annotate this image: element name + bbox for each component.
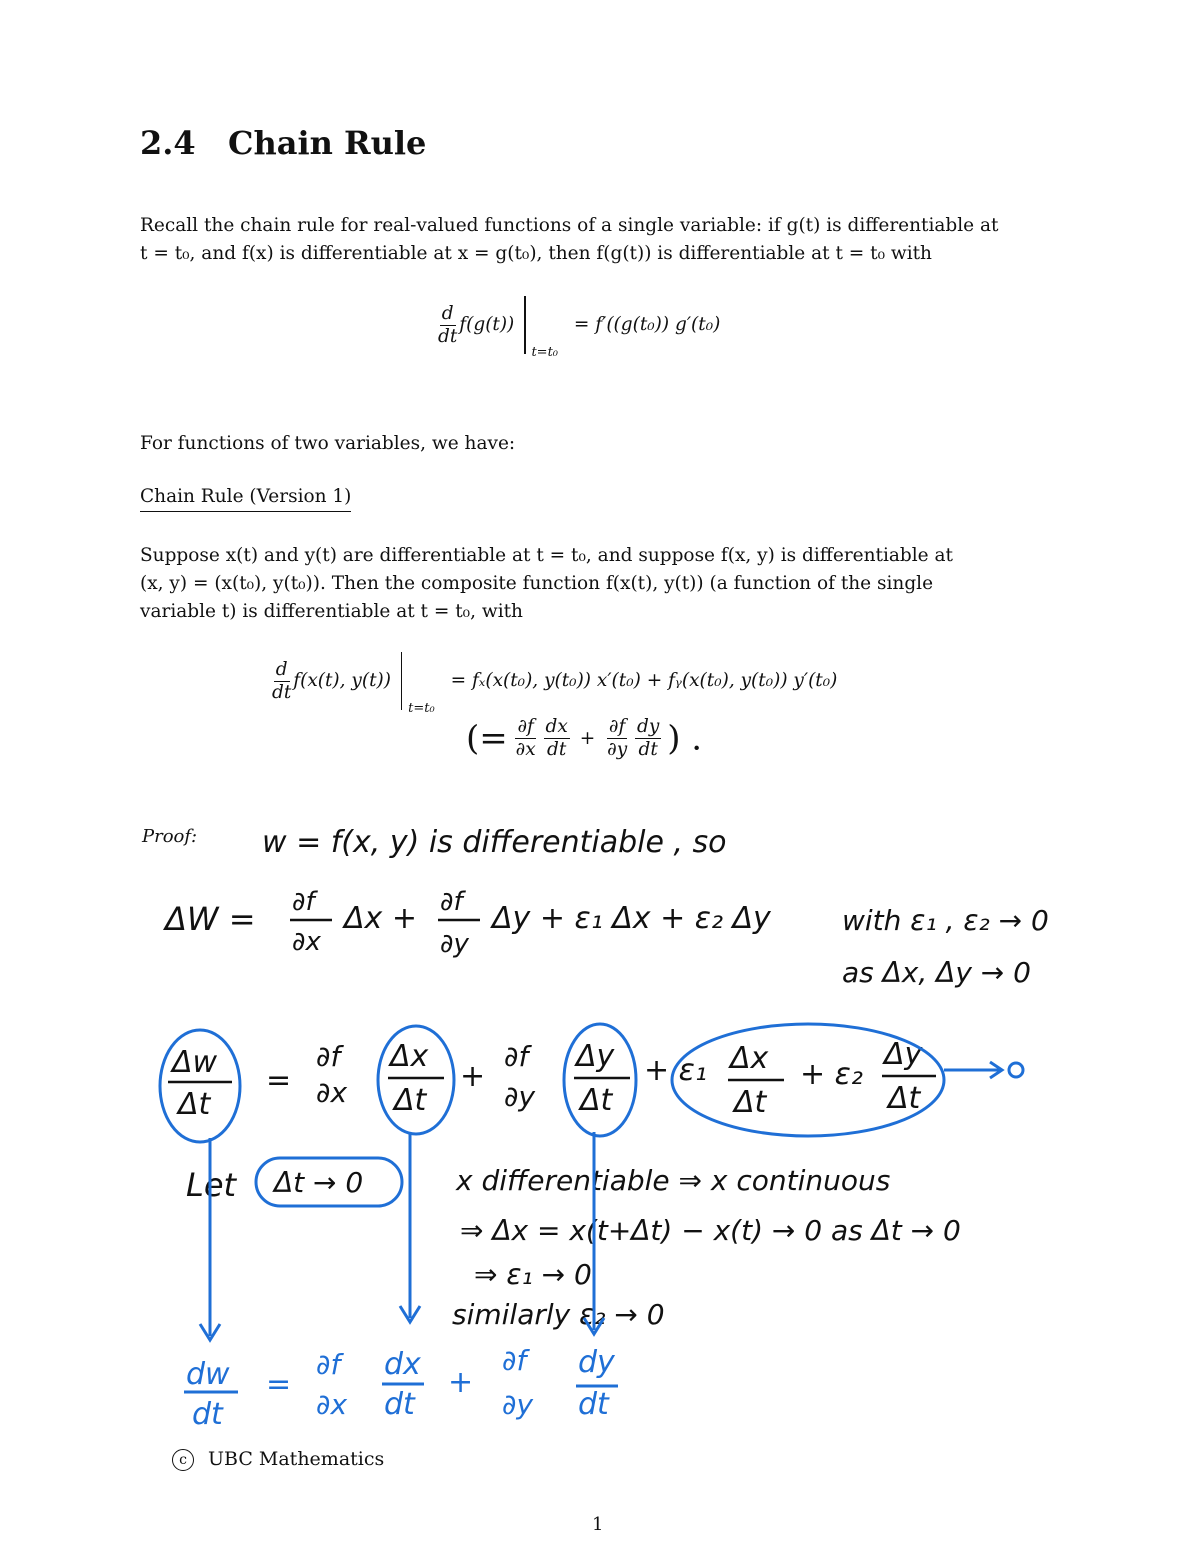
hw-dx: Δx (390, 1039, 429, 1074)
evaluation-point-2: t=t₀ (408, 701, 435, 716)
hw-continuity-4: similarly ε₂ → 0 (452, 1298, 665, 1331)
hw-equals: = (266, 1063, 292, 1098)
hw-continuity-2: ⇒ Δx = x(t+Δt) − x(t) → 0 as Δt → 0 (460, 1214, 961, 1247)
hw-partial-f-1: ∂f (292, 887, 315, 917)
hw-dy-2: Δy (884, 1037, 923, 1072)
hw-dt-5: Δt (888, 1081, 921, 1116)
hw-partial-f-4: ∂f (504, 1040, 529, 1073)
final-partial-y: ∂y (502, 1388, 534, 1421)
final-partial-f-1: ∂f (316, 1348, 341, 1381)
equation-rhs-2: = fₓ(x(t₀), y(t₀)) x′(t₀) + fᵧ(x(t₀), y(t₀)) y′(t₀) (450, 670, 838, 691)
footer-text: UBC Mathematics (208, 1448, 385, 1470)
hw-partial-y-2: ∂y (504, 1080, 536, 1113)
hw-delta-x-term: Δx + (344, 901, 417, 936)
final-partial-x: ∂x (316, 1388, 348, 1421)
section-number: 2.4 (140, 124, 196, 162)
evaluation-point: t=t₀ (531, 345, 559, 360)
hw-let-box-text: Δt → 0 (274, 1166, 364, 1199)
composite-function-2: f(x(t), y(t)) (293, 670, 391, 691)
section-title: Chain Rule (228, 124, 427, 162)
hw-dw: Δw (172, 1045, 218, 1080)
proof-label: Proof: (142, 826, 198, 847)
final-dx: dx (384, 1347, 421, 1382)
equation-partial-form: (= $\frac{\partial f}{\partial x}$ $\frac{dx}{dt}$ + $\frac{\partial f}{\partial y}$ $\frac{dy}{dt}$ ) . (466, 716, 703, 760)
hw-eps2-term: + ε₂ (800, 1057, 863, 1092)
derivative-fraction: $\frac{d}{dt}$ (438, 302, 458, 347)
final-dt-2: dt (384, 1387, 415, 1422)
hw-partial-f-2: ∂f (440, 887, 463, 917)
hw-plus-1: + (460, 1059, 486, 1094)
hw-dt-3: Δt (580, 1083, 613, 1118)
final-dt-3: dt (578, 1387, 609, 1422)
hw-dt-1: Δt (178, 1087, 211, 1122)
hw-dt-2: Δt (394, 1083, 427, 1118)
zero-circle (1009, 1063, 1023, 1077)
version-line-1: Suppose x(t) and y(t) are differentiable at t = t₀, and suppose f(x, y) is differentiable at (140, 545, 953, 566)
final-plus: + (448, 1365, 474, 1400)
version-line-3: variable t) is differentiable at t = t₀, with (140, 601, 523, 622)
hw-eps1-term: + ε₁ (644, 1053, 707, 1088)
hw-partial-x-2: ∂x (316, 1076, 348, 1109)
hw-as: as Δx, Δy → 0 (842, 956, 1031, 989)
version-line-2: (x, y) = (x(t₀), y(t₀)). Then the composite function f(x(t), y(t)) (a function of the single (140, 573, 934, 594)
intro-line-2: t = t₀, and f(x) is differentiable at x = g(t₀), then f(g(t)) is differentiable at t = t₀ with (140, 243, 932, 264)
hw-delta-y-terms: Δy + ε₁ Δx + ε₂ Δy (492, 901, 771, 936)
final-partial-f-2: ∂f (502, 1344, 527, 1377)
composite-function: f(g(t)) (459, 314, 515, 335)
hw-dt-4: Δt (734, 1085, 767, 1120)
hw-with: with ε₁ , ε₂ → 0 (842, 904, 1049, 937)
hw-dx-2: Δx (730, 1041, 769, 1076)
hw-partial-x: ∂x (292, 927, 321, 957)
version-title: Chain Rule (Version 1) (140, 486, 351, 512)
equation-two-variable: $\frac{d}{dt}$ f(x(t), y(t)) $_{t=t_0}$ = fₓ(x(t₀), y(t₀)) x′(t₀) + fᵧ(x(t₀), y(t₀)) y′(t₀) (270, 652, 837, 710)
final-dt-1: dt (192, 1397, 223, 1432)
hw-line-1: w = f(x, y) is differentiable , so (262, 825, 727, 860)
hw-continuity-3: ⇒ ε₁ → 0 (474, 1258, 592, 1291)
page-number: 1 (592, 1514, 604, 1535)
equation-rhs: = f′((g(t₀)) g′(t₀) (573, 314, 721, 335)
final-equals: = (266, 1367, 292, 1402)
intro-line-1: Recall the chain rule for real-valued functions of a single variable: if g(t) is differentiable at (140, 215, 999, 236)
hw-dy: Δy (576, 1039, 615, 1074)
hw-let: Let (186, 1166, 237, 1204)
final-dw: dw (186, 1357, 230, 1392)
footer (172, 1448, 384, 1471)
copyright-icon: c (172, 1449, 194, 1471)
hw-delta-w: ΔW = (165, 900, 256, 938)
hw-continuity-1: x differentiable ⇒ x continuous (456, 1164, 891, 1197)
final-dy: dy (578, 1345, 615, 1380)
two-variable-intro: For functions of two variables, we have: (140, 433, 516, 454)
hw-partial-f-3: ∂f (316, 1040, 341, 1073)
hw-partial-y: ∂y (440, 929, 469, 959)
